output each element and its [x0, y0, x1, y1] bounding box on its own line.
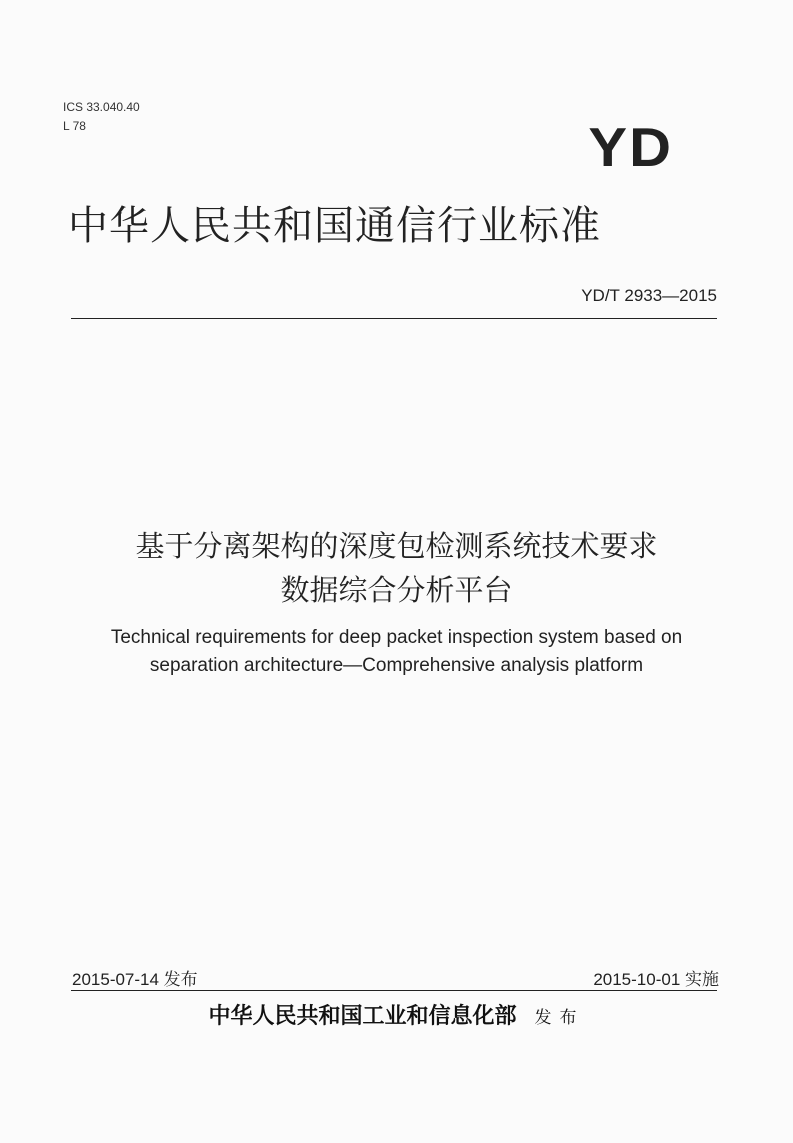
- ics-code: ICS 33.040.40: [63, 100, 140, 114]
- release-date: 2015-07-14 发布: [72, 970, 198, 989]
- class-code: L 78: [63, 119, 86, 133]
- issuer-suffix: 发布: [534, 1008, 585, 1028]
- classification-codes: [63, 98, 140, 136]
- chinese-title-line-1: 基于分离架构的深度包检测系统技术要求: [135, 529, 658, 563]
- implementation-date: 2015-10-01 实施: [593, 970, 719, 989]
- yd-logo: YD: [588, 116, 673, 179]
- chinese-title: [0, 524, 793, 612]
- top-divider: [71, 318, 717, 319]
- standard-number: YD/T 2933—2015: [581, 286, 717, 305]
- english-title-line-1: Technical requirements for deep packet inspection system based on: [110, 627, 683, 648]
- bottom-divider: [71, 990, 717, 991]
- chinese-title-line-2: 数据综合分析平台: [280, 573, 513, 607]
- issuing-authority: [0, 999, 793, 1030]
- english-title-line-2: separation architecture—Comprehensive analysis platform: [149, 655, 644, 676]
- issuer-name: 中华人民共和国工业和信息化部: [208, 1003, 517, 1029]
- english-title: [0, 624, 793, 680]
- standard-category-title: 中华人民共和国通信行业标准: [68, 203, 601, 249]
